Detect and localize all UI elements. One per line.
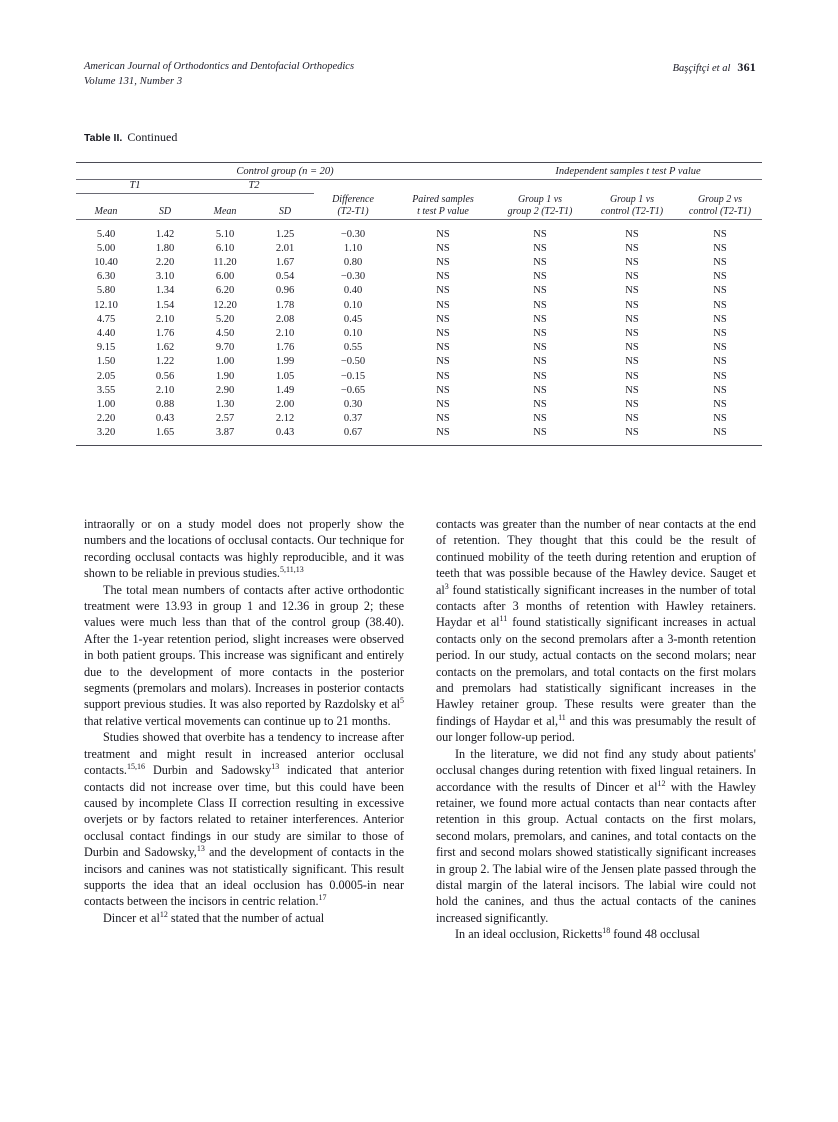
col-header-sd-t2-line1: SD — [278, 206, 292, 217]
table-cell: 3.10 — [155, 271, 175, 283]
table-cell: 2.10 — [275, 327, 295, 339]
col-header-sd-t2 — [256, 194, 314, 220]
col-header-g2c-line2: control (T2-T1) — [688, 206, 752, 217]
table-cell: NS — [625, 285, 639, 297]
table-rule-bottom — [76, 445, 762, 449]
table-cell: 0.88 — [155, 398, 175, 410]
table-cell: NS — [713, 327, 727, 339]
table-cell: 1.34 — [155, 285, 175, 297]
table-cell: 1.49 — [275, 384, 295, 396]
page-number: 361 — [737, 60, 756, 74]
body-paragraph: Studies showed that overbite has a tendency to increase after treatment and might result in increased anterior occlusal contacts.$^{15,16}$ Durbin and Sadowsky$^{13}$ indicated that anterior contacts did not increase over time, but this could have been caused by incomplete Class II correction resulting in excessive overjets or by factors related to retainer interferences. Anterior occlusal contact findings in our study are similar to those of Durbin and Sadowsky,$^{13}$ and the development of contacts in the incisors and canines was not statistically significant. This result supports the idea that an ideal occlusion has 0.0005-in near contacts between the incisors in centric relation.$^{17}$ — [84, 730, 404, 909]
table-cell: NS — [713, 384, 727, 396]
table-cell: 0.45 — [343, 313, 363, 325]
col-header-sd-t1-line1: SD — [158, 206, 172, 217]
table-cell: NS — [625, 299, 639, 311]
col-header-difference-line2: (T2-T1) — [337, 206, 369, 217]
table-cell: 5.20 — [215, 313, 235, 325]
col-header-sd-t1 — [136, 194, 194, 220]
table-cell: NS — [713, 356, 727, 368]
table-cell: 2.10 — [155, 313, 175, 325]
table-cell: NS — [713, 427, 727, 439]
table-cell: NS — [533, 356, 547, 368]
sub-header-row — [76, 180, 762, 192]
col-header-mean-t2 — [194, 194, 256, 220]
table-cell: NS — [625, 327, 639, 339]
table-cell: 2.05 — [96, 370, 116, 382]
table-cell: NS — [436, 327, 450, 339]
table-row — [76, 384, 762, 398]
table-cell: 1.00 — [215, 356, 235, 368]
table-cell: 1.80 — [155, 242, 175, 254]
table-cell: NS — [436, 285, 450, 297]
table-cell: NS — [436, 356, 450, 368]
table-cell: 2.90 — [215, 384, 235, 396]
table-cell: NS — [713, 398, 727, 410]
table-cell: 9.15 — [96, 342, 116, 354]
table-caption — [84, 130, 177, 145]
table-ii-continued — [76, 162, 762, 449]
table-footer-section — [76, 445, 762, 449]
table-cell: NS — [625, 370, 639, 382]
table-cell: 0.10 — [343, 327, 363, 339]
data-table — [76, 162, 762, 449]
table-cell: NS — [533, 327, 547, 339]
table-cell: 2.10 — [155, 384, 175, 396]
table-cell: 0.43 — [155, 413, 175, 425]
table-cell: NS — [436, 228, 450, 240]
table-cell: −0.50 — [340, 356, 366, 368]
table-cell: 2.57 — [215, 413, 235, 425]
table-cell: NS — [533, 427, 547, 439]
sub-header-t1: T1 — [129, 180, 141, 191]
table-cell: −0.30 — [340, 271, 366, 283]
journal-volume: Volume 131, Number 3 — [84, 75, 183, 87]
table-cell: 5.10 — [215, 228, 235, 240]
table-cell: 0.80 — [343, 256, 363, 268]
table-cell: 1.05 — [275, 370, 295, 382]
table-cell: NS — [436, 313, 450, 325]
table-cell: 1.90 — [215, 370, 235, 382]
table-cell: NS — [625, 242, 639, 254]
table-cell: 2.01 — [275, 242, 295, 254]
table-cell: NS — [625, 313, 639, 325]
table-cell: 5.40 — [96, 228, 116, 240]
table-cell: 1.42 — [155, 228, 175, 240]
table-cell: NS — [625, 384, 639, 396]
table-cell: 3.20 — [96, 427, 116, 439]
col-header-g1g2-line2: group 2 (T2-T1) — [507, 206, 573, 217]
body-paragraph: The total mean numbers of contacts after active orthodontic treatment were 13.93 in group 1 and 12.36 in group 2; these values were much less than that of the control group (38.40). After the 1-year retention period, slight increases were observed in both patient groups. This increase was significant and entirely due to the development of more contacts in the posterior segments (premolars and molars). Increases in posterior contacts support previous studies. It was also reported by Razdolsky et $al^5$ that relative vertical movements can continue up to 21 months. — [84, 582, 404, 728]
table-row — [76, 284, 762, 298]
col-header-difference-line1: Difference — [332, 193, 374, 205]
table-cell: 6.00 — [215, 271, 235, 283]
table-cell: 1.76 — [155, 327, 175, 339]
table-row — [76, 426, 762, 445]
table-cell: 4.40 — [96, 327, 116, 339]
body-column-left — [84, 516, 404, 943]
col-header-g1c-line1: Group 1 vs — [609, 193, 655, 205]
table-cell: NS — [533, 384, 547, 396]
sub-header-spacer — [314, 180, 762, 192]
table-cell: NS — [713, 271, 727, 283]
table-cell: NS — [713, 413, 727, 425]
table-cell: NS — [625, 398, 639, 410]
table-row — [76, 355, 762, 369]
table-cell: NS — [436, 271, 450, 283]
table-cell: NS — [533, 398, 547, 410]
table-cell: NS — [533, 313, 547, 325]
col-header-g2-vs-control — [678, 194, 762, 220]
table-cell: 0.43 — [275, 427, 295, 439]
col-header-mean-t2-line1: Mean — [213, 206, 237, 217]
table-cell: 1.00 — [96, 398, 116, 410]
running-head-right — [673, 60, 756, 77]
table-cell: NS — [436, 342, 450, 354]
col-header-mean-t1 — [76, 194, 136, 220]
table-cell: NS — [436, 398, 450, 410]
table-cell: 0.96 — [275, 285, 295, 297]
table-cell: NS — [533, 271, 547, 283]
col-header-g1g2-line1: Group 1 vs — [517, 193, 563, 205]
sub-header-t2: T2 — [248, 180, 260, 191]
table-cell: 11.20 — [213, 256, 237, 268]
table-cell: NS — [533, 242, 547, 254]
col-header-g1-vs-g2 — [494, 194, 586, 220]
table-cell: 0.55 — [343, 342, 363, 354]
body-paragraph: Dincer et $al^{12}$ stated that the number of actual — [103, 909, 325, 925]
table-cell: NS — [533, 413, 547, 425]
table-cell: NS — [625, 228, 639, 240]
table-cell: NS — [713, 256, 727, 268]
table-cell: 4.75 — [96, 313, 116, 325]
running-head — [84, 60, 756, 89]
table-cell: 10.40 — [94, 256, 118, 268]
table-cell: −0.15 — [340, 370, 366, 382]
table-cell: NS — [713, 370, 727, 382]
table-cell: 6.30 — [96, 271, 116, 283]
author-attribution: Başçiftçi et al — [672, 63, 731, 74]
body-text — [84, 516, 756, 943]
table-cell: NS — [436, 370, 450, 382]
table-cell: 1.99 — [275, 356, 295, 368]
col-header-paired-line1: Paired samples — [412, 193, 474, 205]
table-cell: NS — [713, 228, 727, 240]
table-cell: 1.67 — [275, 256, 295, 268]
table-row — [76, 370, 762, 384]
table-header-section — [76, 163, 762, 224]
table-cell: 1.62 — [155, 342, 175, 354]
group-header-control: Control group (n = 20) — [236, 166, 334, 177]
group-header-row — [76, 166, 762, 177]
table-cell: 2.08 — [275, 313, 295, 325]
table-cell: 0.40 — [343, 285, 363, 297]
table-cell: 0.30 — [343, 398, 363, 410]
table-row — [76, 270, 762, 284]
table-cell: NS — [713, 342, 727, 354]
table-cell: NS — [713, 242, 727, 254]
table-cell: NS — [436, 413, 450, 425]
table-cell: NS — [436, 427, 450, 439]
table-cell: NS — [625, 413, 639, 425]
table-cell: 3.55 — [96, 384, 116, 396]
table-cell: NS — [625, 256, 639, 268]
col-header-g1c-line2: control (T2-T1) — [600, 206, 664, 217]
table-cell: NS — [625, 271, 639, 283]
table-row — [76, 299, 762, 313]
table-cell: NS — [533, 228, 547, 240]
table-cell: 12.20 — [213, 299, 237, 311]
table-row — [76, 313, 762, 327]
body-column-right — [436, 516, 756, 943]
table-label: Table II. — [84, 132, 123, 144]
table-cell: −0.30 — [340, 228, 366, 240]
table-cell: NS — [436, 256, 450, 268]
col-header-g2c-line1: Group 2 vs — [697, 193, 743, 205]
table-cell: NS — [436, 384, 450, 396]
table-cell: 9.70 — [215, 342, 235, 354]
table-cell: 0.54 — [275, 271, 295, 283]
table-row — [76, 327, 762, 341]
body-paragraph: intraorally or on a study model does not properly show the numbers and the locations of occlusal contacts. Our technique for recording occlusal contacts was highly reproducible, and it was shown to be reliable in previous studies.$^{5,11,13}$ — [84, 517, 404, 581]
table-cell: 5.80 — [96, 285, 116, 297]
table-cell: NS — [533, 299, 547, 311]
col-header-paired-samples — [392, 194, 494, 220]
table-cell: NS — [533, 256, 547, 268]
table-cell: 5.00 — [96, 242, 116, 254]
table-body — [76, 224, 762, 446]
table-cell: 6.20 — [215, 285, 235, 297]
table-row — [76, 412, 762, 426]
table-cell: 1.22 — [155, 356, 175, 368]
table-row — [76, 224, 762, 242]
table-cell: NS — [713, 285, 727, 297]
table-cell: 0.56 — [155, 370, 175, 382]
table-cell: 0.10 — [343, 299, 363, 311]
table-continued-label: Continued — [127, 130, 178, 144]
table-cell: 1.78 — [275, 299, 295, 311]
table-cell: NS — [436, 242, 450, 254]
column-header-row — [76, 194, 762, 220]
table-cell: 2.12 — [275, 413, 295, 425]
table-cell: NS — [436, 299, 450, 311]
table-cell: NS — [625, 427, 639, 439]
table-cell: NS — [533, 342, 547, 354]
col-header-g1-vs-control — [586, 194, 678, 220]
table-cell: 12.10 — [94, 299, 118, 311]
table-cell: NS — [713, 313, 727, 325]
table-cell: 0.67 — [343, 427, 363, 439]
table-cell: 3.87 — [215, 427, 235, 439]
body-paragraph: contacts was greater than the number of near contacts at the end of retention. They thought that this could be the result of continued mobility of the teeth during retention and eruption of teeth that was possible because of the Hawley device. Sauget et $al^3$ found statistically significant increases in the number of total contacts after 3 months of retention with Hawley retainers. Haydar et $al^{11}$ found statistically significant increases in actual contacts only on the second premolars after a 3-month retention period. In our study, actual contacts on the second molars; near contacts on the premolars, and total contacts on the first molars and premolars had statistically significant increases in the Hawley retainer group. These results were greater than the findings of Haydar et al,$^{11}$ and this was presumably the result of our longer follow-up period. — [436, 517, 756, 745]
table-cell: −0.65 — [340, 384, 366, 396]
table-row — [76, 398, 762, 412]
table-cell: 1.76 — [275, 342, 295, 354]
table-row — [76, 256, 762, 270]
table-cell: 1.50 — [96, 356, 116, 368]
col-header-difference — [314, 194, 392, 220]
table-cell: NS — [625, 356, 639, 368]
table-cell: 1.25 — [275, 228, 295, 240]
table-row — [76, 242, 762, 256]
body-paragraph: In an ideal occlusion, Ricketts$^{18}$ found 48 occlusal — [455, 926, 700, 942]
body-paragraph: In the literature, we did not find any study about patients' occlusal changes during retention with fixed lingual retainers. In accordance with the results of Dincer et $al^{12}$ with the Hawley retainer, we found more actual contacts than near contacts after retention in this group. Actual contacts on the first molars, second molars, premolars, and canines, and total contacts on the first and second molars showed statistically significant increases in group 2. The labial wire of the Jensen plate passed through the distal margin of the lateral incisors. The labial wire could not hold the canines, and thus the actual contacts of the canines increased significantly. — [436, 746, 756, 925]
table-cell: NS — [533, 285, 547, 297]
col-header-paired-line2: t test P value — [417, 206, 469, 217]
table-cell: 2.20 — [96, 413, 116, 425]
table-cell: 1.54 — [155, 299, 175, 311]
table-cell: NS — [533, 370, 547, 382]
journal-title-block — [84, 60, 354, 89]
table-cell: 0.37 — [343, 413, 363, 425]
table-cell: 4.50 — [215, 327, 235, 339]
table-cell: 2.20 — [155, 256, 175, 268]
table-cell: 1.30 — [215, 398, 235, 410]
journal-title: American Journal of Orthodontics and Dentofacial Orthopedics — [84, 61, 355, 72]
table-cell: NS — [625, 342, 639, 354]
table-cell: 1.10 — [343, 242, 363, 254]
table-cell: 6.10 — [215, 242, 235, 254]
group-header-independent: Independent samples t test P value — [555, 166, 701, 177]
table-cell: 1.65 — [155, 427, 175, 439]
table-cell: NS — [713, 299, 727, 311]
table-cell: 2.00 — [275, 398, 295, 410]
table-row — [76, 341, 762, 355]
col-header-mean-t1-line1: Mean — [94, 206, 118, 217]
